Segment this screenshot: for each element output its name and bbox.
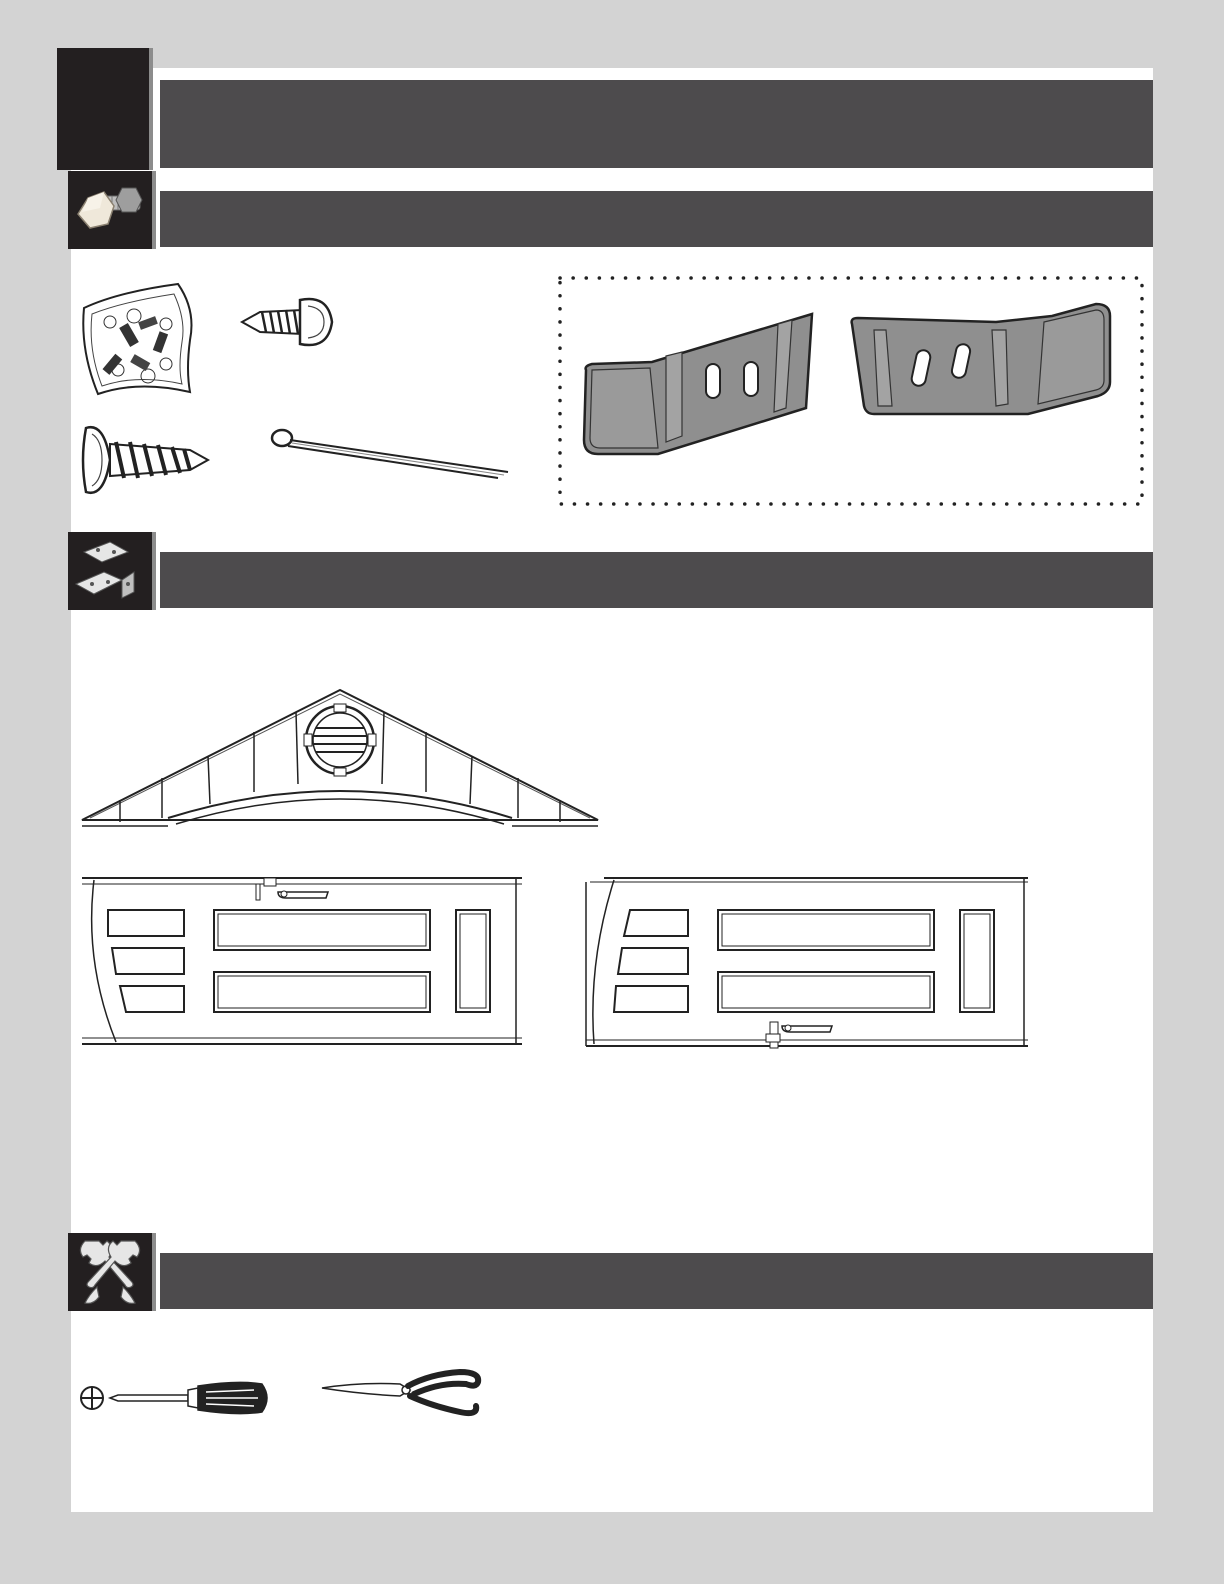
pan-head-screw-large [80, 420, 210, 500]
step-title-bar [160, 80, 1153, 168]
step-number-box [57, 48, 153, 170]
needle-nose-pliers [320, 1366, 482, 1420]
tools-section-bar [160, 1253, 1153, 1309]
right-bracket [848, 300, 1116, 420]
hinge-clip-pack [78, 280, 198, 400]
door-panel-left [80, 872, 526, 1048]
hardware-section-icon-box [68, 171, 156, 249]
gable-truss [78, 686, 602, 832]
wrenches-icon [75, 1237, 145, 1307]
tools-section-icon-box [68, 1233, 156, 1311]
pan-head-screw-small [238, 290, 334, 354]
parts-section-icon-box [68, 532, 156, 610]
left-bracket [578, 312, 822, 462]
cotter-pin [268, 426, 514, 482]
nut-bolt-icon [70, 178, 150, 242]
bracket-icon [70, 538, 150, 604]
door-panel-right [584, 872, 1030, 1050]
parts-section-bar [160, 552, 1153, 608]
phillips-screwdriver [78, 1376, 274, 1420]
hardware-section-bar [160, 191, 1153, 247]
